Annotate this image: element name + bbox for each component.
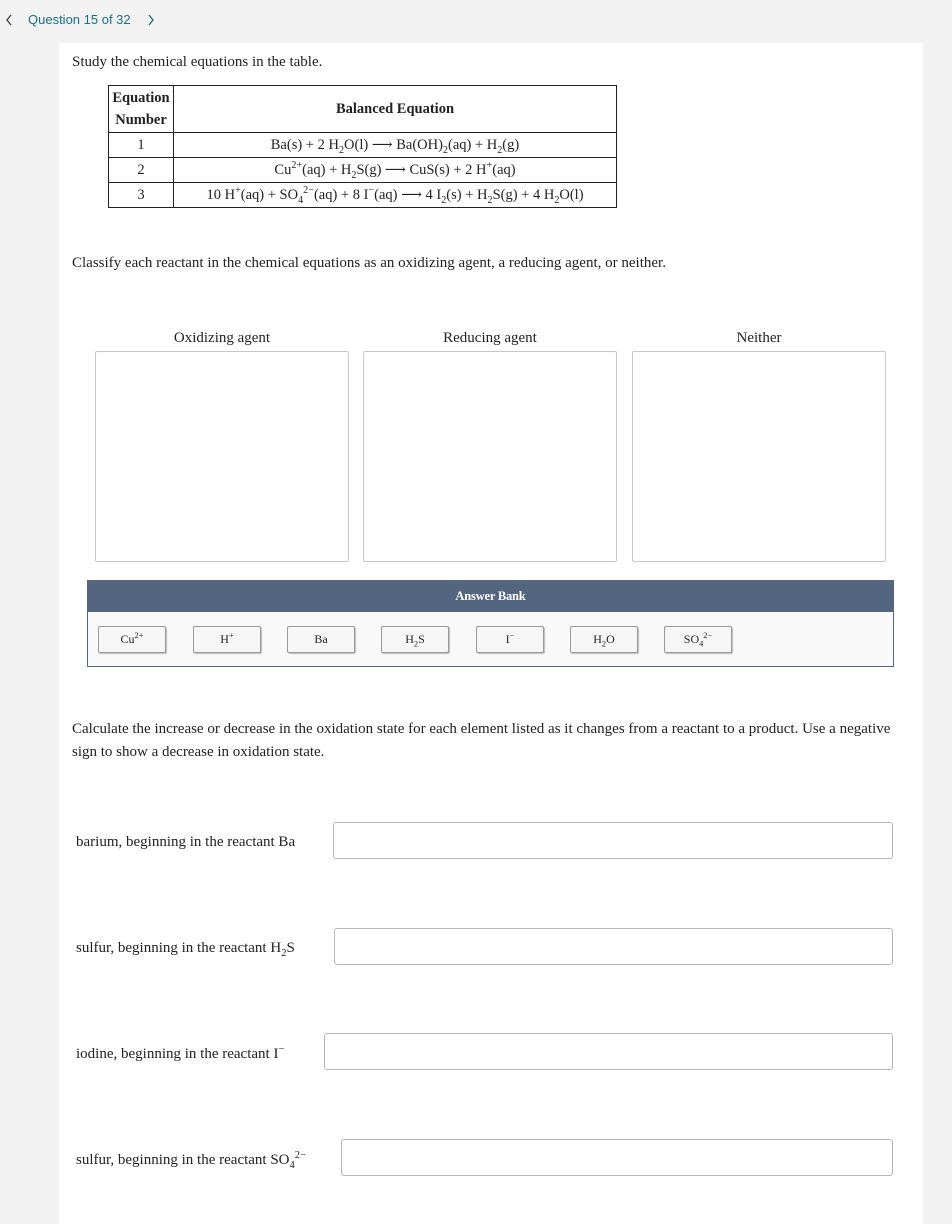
chip-ba[interactable]: Ba: [287, 626, 355, 653]
chip-cu2plus[interactable]: $Cu^{2+}$: [98, 626, 166, 653]
sulfur-h2s-answer-input[interactable]: [334, 928, 893, 965]
header-balanced-equation: Balanced Equation: [174, 86, 617, 133]
barium-answer-input[interactable]: [333, 822, 893, 859]
dropzone-neither[interactable]: [632, 351, 886, 562]
question-label: sulfur, beginning in the reactant $SO_4^{2-}$: [76, 1150, 306, 1171]
equation-number: 1: [109, 133, 174, 158]
equation-number: 2: [109, 158, 174, 183]
dropzone-oxidizing-agent[interactable]: [95, 351, 349, 562]
table-row: [109, 183, 617, 208]
table-row: [109, 133, 617, 158]
answer-bank-title: Answer Bank: [88, 581, 893, 612]
chip-h2o[interactable]: $H_2O$: [570, 626, 638, 653]
question-label: barium, beginning in the reactant Ba: [76, 834, 296, 850]
question-counter: Question 15 of 32: [28, 12, 131, 27]
table-row: [109, 158, 617, 183]
calc-prompt: Calculate the increase or decrease in the oxidation state for each element listed as it changes from a reactant to a product. Use a negative sign to show a decrease in oxidation state.: [72, 721, 891, 760]
chip-h2s[interactable]: $H_2S$: [381, 626, 449, 653]
question-label: sulfur, beginning in the reactant $H_2S$: [76, 940, 295, 959]
answer-bank: [87, 580, 894, 667]
question-label: iodine, beginning in the reactant I−: [76, 1044, 285, 1062]
chip-so4[interactable]: $SO_4^{2-}$: [664, 626, 732, 653]
equation-table: [108, 85, 617, 208]
category-title-reducing: Reducing agent: [443, 330, 537, 346]
question-nav: [0, 0, 952, 40]
chevron-right-icon[interactable]: [146, 11, 156, 29]
intro-text: Study the chemical equations in the table.: [72, 54, 323, 70]
header-equation-number: Equation Number: [109, 86, 174, 133]
category-title-oxidizing: Oxidizing agent: [173, 330, 271, 346]
category-title-neither: Neither: [736, 330, 782, 346]
chevron-left-icon[interactable]: [4, 11, 14, 29]
chip-iminus[interactable]: I−: [476, 626, 544, 653]
equation-number: 3: [109, 183, 174, 208]
answer-bank-items: [88, 612, 893, 666]
chip-hplus[interactable]: H+: [193, 626, 261, 653]
dropzone-reducing-agent[interactable]: [363, 351, 617, 562]
classify-prompt: Classify each reactant in the chemical equations as an oxidizing agent, a reducing agent, or neither.: [72, 255, 666, 271]
equation-3: 10 $H^+(aq) + SO_4^{2-}(aq) + 8$ I−(aq) ⟶ 4 $I_2(s) + H_2S(g) + 4$ $H_2O(l)$: [174, 183, 617, 208]
iodine-answer-input[interactable]: [324, 1033, 893, 1070]
equation-2: $Cu^{2+}(aq) + H_2S(g)$ ⟶ CuS(s) + 2 H+(aq): [174, 158, 617, 183]
equation-1: Ba(s) + 2 $H_2O(l)$ ⟶ $Ba(OH)_2(aq) + H_2(g)$: [174, 133, 617, 158]
sulfur-so4-answer-input[interactable]: [341, 1139, 893, 1176]
